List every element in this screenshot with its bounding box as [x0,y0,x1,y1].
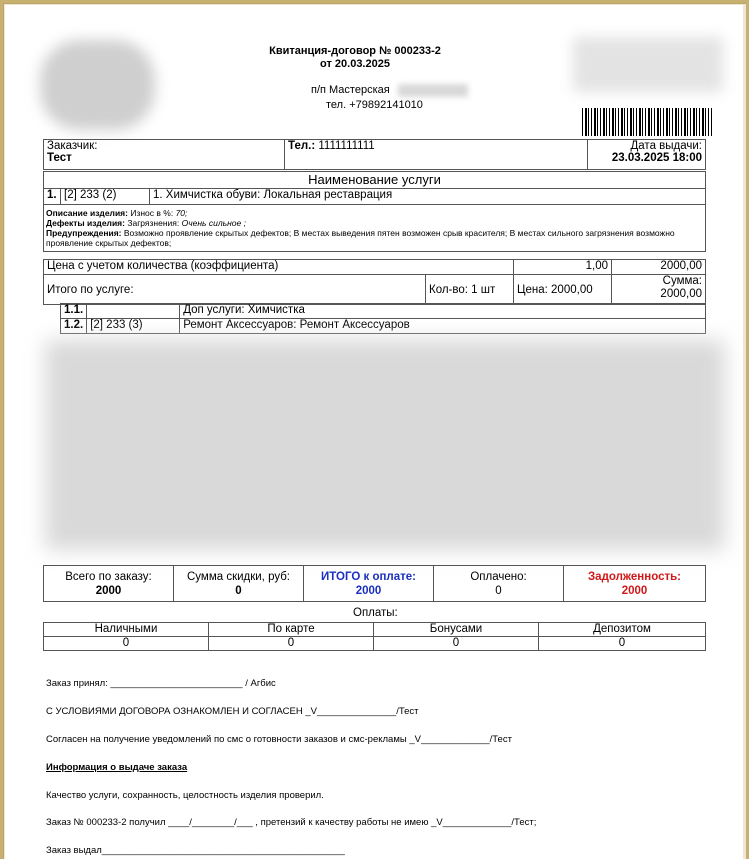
debt-cell [564,566,706,602]
price-coef: 1,00 [514,260,612,275]
agree-line [46,706,419,717]
quality-check-line: Качество услуги, сохранность, целостность изделия проверил. [46,790,324,801]
customer-cell [44,140,285,170]
service-section-title: Наименование услуги [44,172,706,189]
logo-left-blurred [40,40,155,130]
blurred-terms-area [45,340,725,550]
desc-label: Описание изделия: [46,208,128,218]
to-pay-cell [304,566,434,602]
totals-table [43,565,706,602]
phone-cell [285,140,588,170]
workshop-phone: тел. +79892141010 [326,99,423,111]
sub-2-code: [2] 233 (3) [87,319,180,334]
total-cell [44,566,174,602]
defects-value: Очень сильное ; [181,218,246,228]
warnings-text: Возможно проявление скрытых дефектов; В местах выведения пятен возможен срыв красителя; В местах сильного загрязнения возможно проявление скрытых дефектов; [46,228,675,248]
service-name: 1. Химчистка обуви: Локальная реставрация [150,189,706,205]
payments-title: Оплаты: [353,607,398,619]
received-line [46,817,536,828]
payment-cash-value: 0 [44,637,209,651]
debt-value: 2000 [621,584,648,597]
issued-by-line: Заказ выдал______________________________________________ [46,845,345,856]
accepted-by-line: Заказ принял: _________________________ / Агбис [46,678,276,689]
service-code: [2] 233 (2) [61,189,150,205]
client-table [43,139,706,170]
service-details [44,205,706,252]
service-qty: Кол-во: 1 шт [426,275,514,305]
desc-text: Износ в %: [130,208,174,218]
customer-label: Заказчик: [47,140,98,152]
workshop-name: п/п Мастерская [311,84,390,96]
paid-label: Оплачено: [470,570,527,583]
subservice-table [60,303,706,334]
payments-table [43,622,706,651]
sub-1-name: Доп услуги: Химчистка [180,304,706,319]
paid-cell [434,566,564,602]
service-sum-label: Сумма: [662,275,702,287]
payment-bonus-value: 0 [374,637,539,651]
desc-value: 70; [175,208,188,218]
sub-2-name: Ремонт Аксессуаров: Ремонт Аксессуаров [180,319,706,334]
logo-right-blurred [573,37,723,92]
issue-info-heading: Информация о выдаче заказа [46,762,188,773]
receipt-page [5,5,743,859]
agree-signature: _V_______________/Тест [305,706,419,717]
service-sum-value: 2000,00 [660,288,702,300]
issue-date-value: 23.03.2025 18:00 [611,152,702,164]
payment-bonus-label: Бонусами [374,623,539,637]
warnings-label: Предупреждения: [46,228,122,238]
paid-value: 0 [495,584,502,597]
receipt-title: Квитанция-договор № 000233-2 [269,45,441,57]
issue-date-cell [588,140,706,170]
total-value: 2000 [95,584,122,597]
agree-text: С УСЛОВИЯМИ ДОГОВОРА ОЗНАКОМЛЕН И СОГЛАСЕН [46,706,303,717]
service-sum-cell [612,275,706,305]
to-pay-value: 2000 [355,584,382,597]
service-unit-price: Цена: 2000,00 [514,275,612,305]
discount-cell [174,566,304,602]
payment-deposit-value: 0 [539,637,706,651]
sms-consent-signature: _V_____________/Тест [409,734,512,745]
sms-consent-text: Согласен на получение уведомлений по смс о готовности заказов и смс-рекламы [46,734,407,745]
workshop-name-blurred [398,84,468,97]
price-label: Цена с учетом количества (коэффициента) [44,260,514,275]
phone-value: 1111111111 [318,140,375,152]
defects-label: Дефекты изделия: [46,218,125,228]
price-table [43,259,706,305]
total-label: Всего по заказу: [65,570,152,583]
payment-deposit-label: Депозитом [539,623,706,637]
debt-label: Задолженность: [587,570,682,583]
payment-cash-label: Наличными [44,623,209,637]
sub-1-code [87,304,180,319]
received-text: Заказ № 000233-2 получил ____/________/___ , претензий к качеству работы не имею [46,817,429,828]
price-value: 2000,00 [612,260,706,275]
receipt-date: от 20.03.2025 [320,58,390,70]
issue-date-label: Дата выдачи: [630,140,702,152]
service-table [43,171,706,252]
barcode [582,108,712,136]
service-total-label: Итого по услуге: [44,275,426,305]
payment-card-value: 0 [209,637,374,651]
discount-value: 0 [235,584,242,597]
defects-text: Загрязнения: [127,218,180,228]
phone-label: Тел.: [288,140,316,152]
to-pay-label: ИТОГО к оплате: [321,570,416,583]
payment-card-label: По карте [209,623,374,637]
sub-2-num: 1.2. [61,319,87,334]
sms-consent-line [46,734,512,745]
service-num: 1. [44,189,61,205]
received-signature: _V_____________/Тест; [431,817,537,828]
sub-1-num: 1.1. [61,304,87,319]
customer-value: Тест [47,152,72,164]
discount-label: Сумма скидки, руб: [186,570,291,583]
